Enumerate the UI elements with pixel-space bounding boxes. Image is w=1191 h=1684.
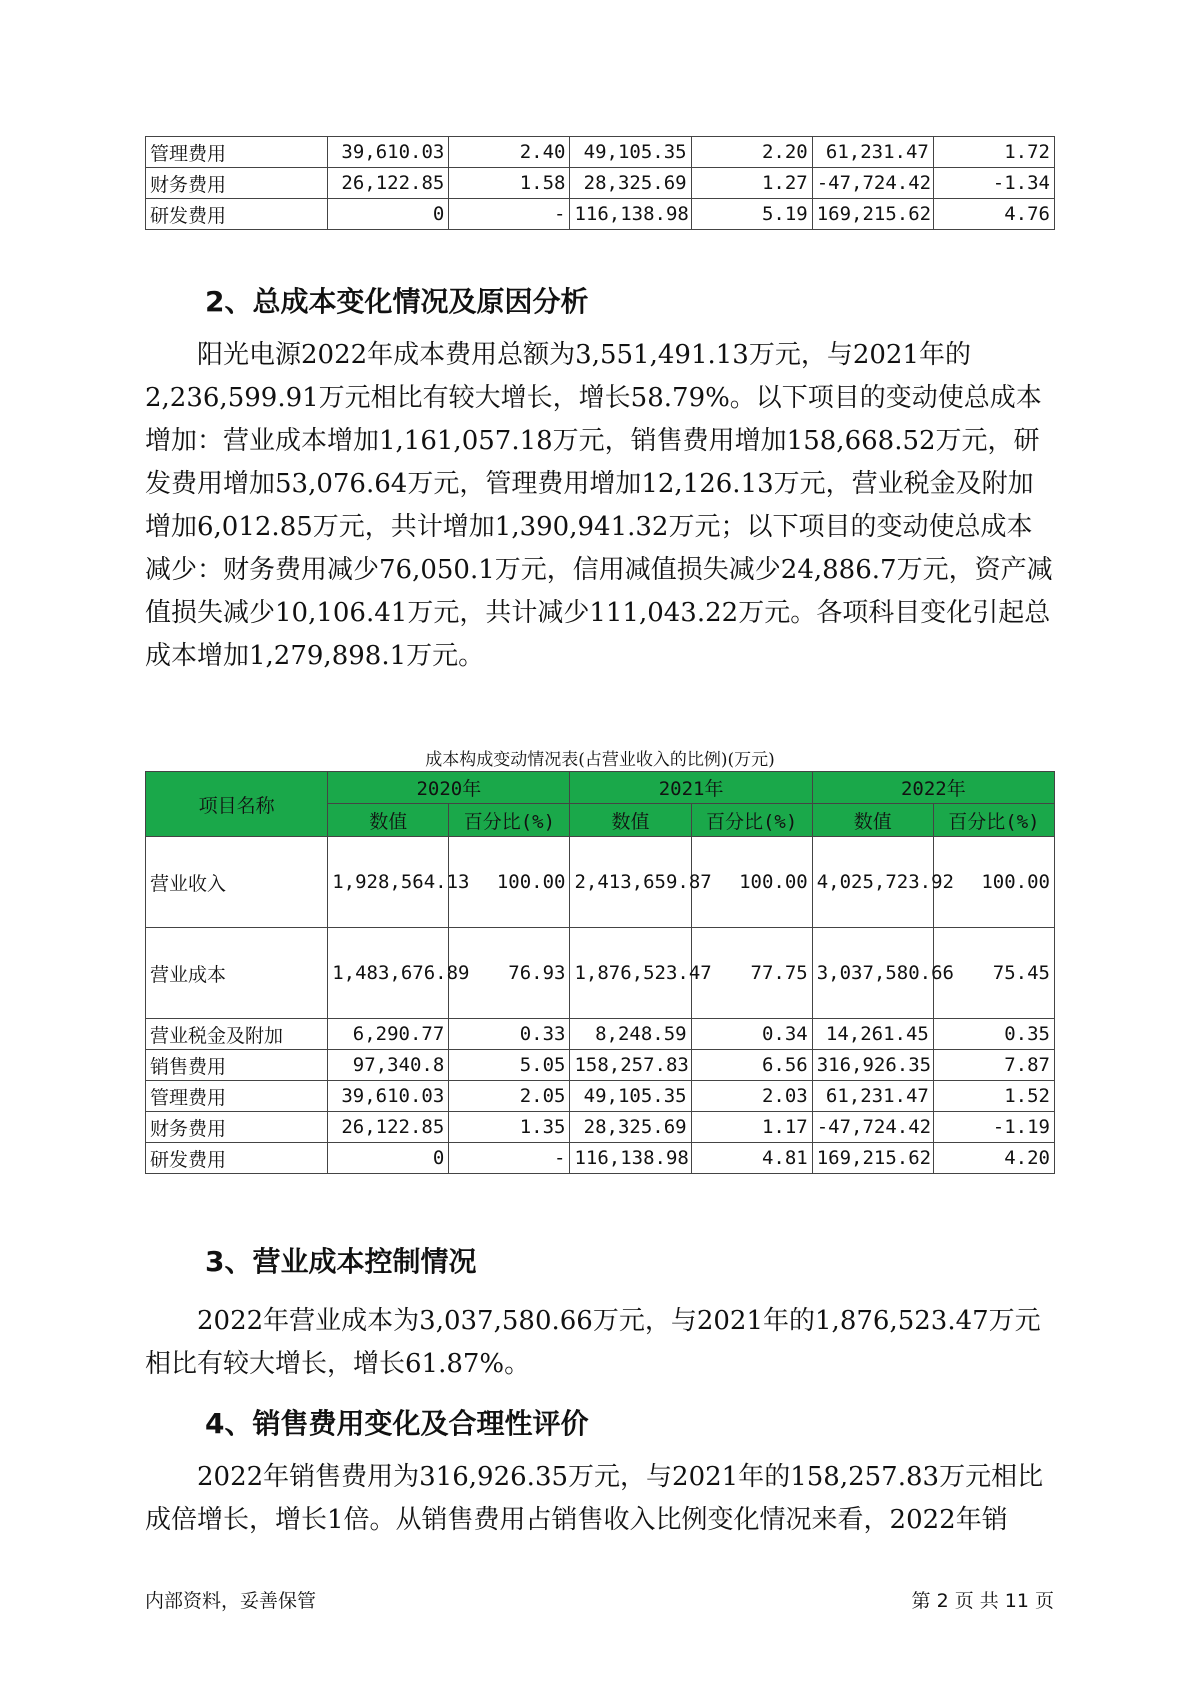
header-pct-2021: 百分比(%) [691,804,812,837]
table-cell: 4.20 [933,1143,1054,1174]
row-label-cell: 管理费用 [146,137,328,168]
table-cell: 100.00 [449,837,570,928]
table-row [146,1081,1055,1112]
row-label-cell: 研发费用 [146,199,328,230]
table-cell: 116,138.98 [570,1143,691,1174]
table-row [146,168,1055,199]
table-cell: 26,122.85 [328,1112,449,1143]
header-year-2021: 2021年 [570,772,812,804]
table-cell: - [449,1143,570,1174]
table-cell: 7.87 [933,1050,1054,1081]
row-label-cell: 研发费用 [146,1143,328,1174]
row-label-cell: 销售费用 [146,1050,328,1081]
table-cell: 39,610.03 [328,137,449,168]
table-cell: 6,290.77 [328,1019,449,1050]
row-label-cell: 财务费用 [146,168,328,199]
table-cell: 14,261.45 [812,1019,933,1050]
table-cell: 100.00 [691,837,812,928]
table-cell: 49,105.35 [570,1081,691,1112]
table-cell: 2.20 [691,137,812,168]
table-cell: 116,138.98 [570,199,691,230]
row-label-cell: 财务费用 [146,1112,328,1143]
footer-confidential-note: 内部资料，妥善保管 [145,1590,317,1612]
table-cell: 0 [328,1143,449,1174]
top-expense-table [145,136,1055,230]
table-cell: 0.35 [933,1019,1054,1050]
footer-page-number: 第 2 页 共 11 页 [911,1590,1054,1612]
table-cell: 39,610.03 [328,1081,449,1112]
row-label-cell: 管理费用 [146,1081,328,1112]
table-cell: 75.45 [933,928,1054,1019]
table-row [146,1112,1055,1143]
table-cell: 316,926.35 [812,1050,933,1081]
table-cell: 1,928,564.13 [328,837,449,928]
table-cell: 2,413,659.87 [570,837,691,928]
table-cell: 5.05 [449,1050,570,1081]
table-cell: 1.35 [449,1112,570,1143]
section-3-paragraph: 2022年营业成本为3,037,580.66万元，与2021年的1,876,523.47万元相比有较大增长，增长61.87%。 [145,1306,1041,1379]
table-row [146,1143,1055,1174]
table-cell: 1.72 [933,137,1054,168]
table-cell: 76.93 [449,928,570,1019]
table-cell: 61,231.47 [812,137,933,168]
table-cell: 1,876,523.47 [570,928,691,1019]
table-cell: 0.33 [449,1019,570,1050]
section-2-paragraph: 阳光电源2022年成本费用总额为3,551,491.13万元，与2021年的2,236,599.91万元相比有较大增长，增长58.79%。以下项目的变动使总成本增加：营业成本增加1,161,057.18万元，销售费用增加158,668.52万元，研发费用增加53,076.64万元，管理费用增加12,126.13万元，营业税金及附加增加6,012.85万元，共计增加1,390,941.32万元；以下项目的变动使总成本减少：财务费用减少76,050.1万元，信用减值损失减少24,886.7万元，资产减值损失减少10,106.41万元，共计减少111,043.22万元。各项科目变化引起总成本增加1,279,898.1万元。 [145,340,1053,671]
table-row [146,1019,1055,1050]
section-4-paragraph: 2022年销售费用为316,926.35万元，与2021年的158,257.83万元相比成倍增长，增长1倍。从销售费用占销售收入比例变化情况来看，2022年销 [145,1462,1044,1535]
table-cell: -1.34 [933,168,1054,199]
table-cell: 1.58 [449,168,570,199]
header-value-2020: 数值 [328,804,449,837]
table-row [146,837,1055,928]
table-cell: 2.40 [449,137,570,168]
section-2-heading: 2、总成本变化情况及原因分析 [205,285,589,318]
row-label-cell: 营业收入 [146,837,328,928]
table-cell: -47,724.42 [812,168,933,199]
table-cell: 4,025,723.92 [812,837,933,928]
header-pct-2020: 百分比(%) [449,804,570,837]
table-cell: 0 [328,199,449,230]
table-cell: 6.56 [691,1050,812,1081]
table-row [146,137,1055,168]
table-cell: 28,325.69 [570,1112,691,1143]
table-row [146,1050,1055,1081]
table-cell: 8,248.59 [570,1019,691,1050]
header-value-2022: 数值 [812,804,933,837]
cost-composition-table [145,771,1055,1174]
table-row [146,199,1055,230]
header-pct-2022: 百分比(%) [933,804,1054,837]
table-cell: 26,122.85 [328,168,449,199]
table-caption: 成本构成变动情况表(占营业收入的比例)(万元) [425,750,775,770]
table-cell: 100.00 [933,837,1054,928]
table-cell: 61,231.47 [812,1081,933,1112]
table-cell: 4.76 [933,199,1054,230]
table-cell: - [449,199,570,230]
table-cell: 169,215.62 [812,1143,933,1174]
table-cell: 0.34 [691,1019,812,1050]
table-cell: 28,325.69 [570,168,691,199]
table-cell: 2.03 [691,1081,812,1112]
header-value-2021: 数值 [570,804,691,837]
row-label-cell: 营业税金及附加 [146,1019,328,1050]
table-cell: 97,340.8 [328,1050,449,1081]
table-cell: 1,483,676.89 [328,928,449,1019]
table-cell: 5.19 [691,199,812,230]
table-cell: 169,215.62 [812,199,933,230]
table-cell: 4.81 [691,1143,812,1174]
row-label-cell: 营业成本 [146,928,328,1019]
table-cell: 1.27 [691,168,812,199]
header-year-2020: 2020年 [328,772,570,804]
table-row [146,928,1055,1019]
table-cell: 1.17 [691,1112,812,1143]
table-cell: 158,257.83 [570,1050,691,1081]
table-cell: 2.05 [449,1081,570,1112]
table-cell: -47,724.42 [812,1112,933,1143]
section-3-heading: 3、营业成本控制情况 [205,1245,477,1278]
table-cell: -1.19 [933,1112,1054,1143]
table-cell: 3,037,580.66 [812,928,933,1019]
header-year-2022: 2022年 [812,772,1054,804]
table-cell: 49,105.35 [570,137,691,168]
table-cell: 1.52 [933,1081,1054,1112]
section-4-heading: 4、销售费用变化及合理性评价 [205,1407,589,1440]
table-cell: 77.75 [691,928,812,1019]
header-item-name: 项目名称 [146,772,328,837]
